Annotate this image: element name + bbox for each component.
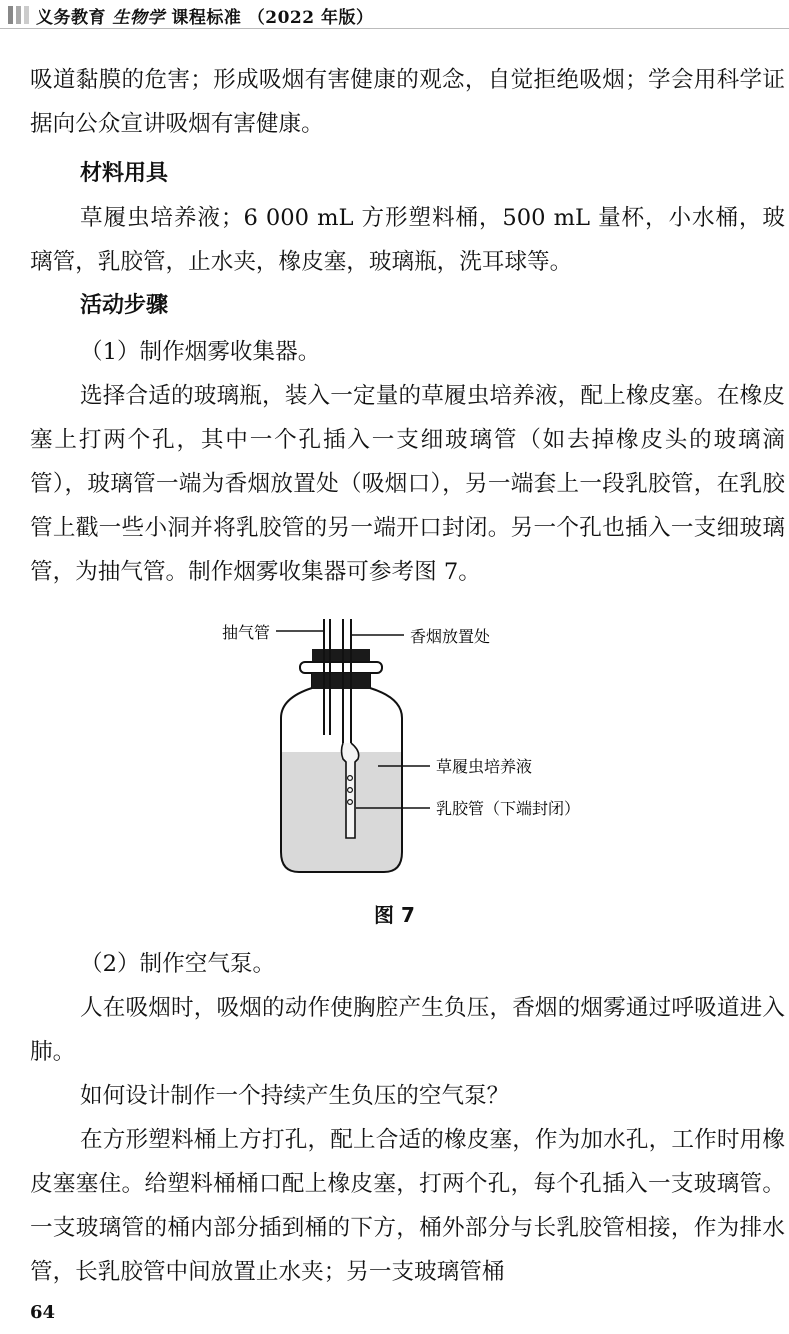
heading-steps: 活动步骤 [80,293,169,318]
step1-text: 选择合适的玻璃瓶，装入一定量的草履虫培养液，配上橡皮塞。在橡皮塞上打两个孔，其中一个孔插入一支细玻璃管（如去掉橡皮头的玻璃滴管），玻璃管一端为香烟放置处（吸烟口），另一端套上一段乳胶管，在乳胶管上戳一些小洞并将乳胶管的另一端开口封闭。另一个孔也插入一支细玻璃管，为抽气管。制作烟雾收集器可参考图 7。 [30,383,785,585]
step2-title: （2）制作空气泵。 [80,951,276,977]
page-number: 64 [30,1302,56,1323]
step2-text-3: 在方形塑料桶上方打孔，配上合适的橡皮塞，作为加水孔，工作时用橡皮塞塞住。给塑料桶桶口配上橡皮塞，打两个孔，每个孔插入一支玻璃管。一支玻璃管的桶内部分插到桶的下方，桶外部分与长乳胶管相接，作为排水管，长乳胶管中间放置止水夹；另一支玻璃管桶 [30,1127,785,1285]
label-culture-liquid: 草履虫培养液 [436,757,533,776]
step1-title: （1）制作烟雾收集器。 [80,339,321,365]
label-latex-tube: 乳胶管（下端封闭） [436,799,581,818]
stopper-ring [300,662,382,673]
header-title: 义务教育 生物学 课程标准 （2022 年版） [36,8,374,28]
paragraph-materials: 草履虫培养液；6 000 mL 方形塑料桶，500 mL 量杯，小水桶，玻璃管，乳胶管，止水夹，橡皮塞，玻璃瓶，洗耳球等。 [30,205,785,275]
heading-materials: 材料用具 [80,161,169,186]
rubber-stopper-bottom [312,673,370,689]
rubber-stopper-top [312,649,370,663]
step2-text-2: 如何设计制作一个持续产生负压的空气泵？ [80,1083,510,1109]
figure-caption: 图 7 [374,903,415,927]
label-exhaust-tube: 抽气管 [221,623,270,642]
label-cigarette-holder: 香烟放置处 [410,627,491,646]
figure-smoke-collector [0,600,789,890]
paragraph-intro: 吸道黏膜的危害；形成吸烟有害健康的观念，自觉拒绝吸烟；学会用科学证据向公众宣讲吸烟有害健康。 [30,67,785,137]
step2-text-1: 人在吸烟时，吸烟的动作使胸腔产生负压，香烟的烟雾通过呼吸道进入肺。 [30,995,785,1065]
header-rule [0,28,789,29]
running-header [0,0,789,28]
